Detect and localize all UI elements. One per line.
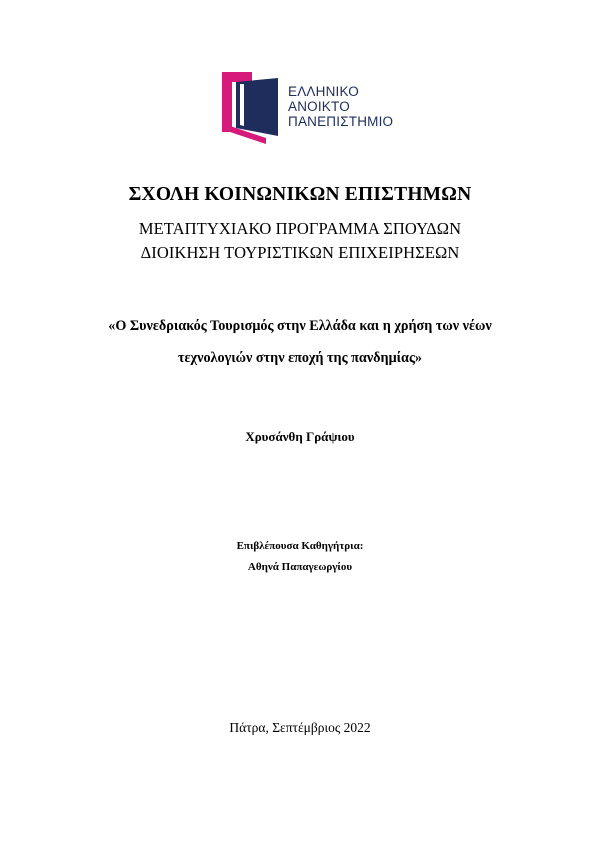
thesis-title-line-1: «Ο Συνεδριακός Τουρισμός στην Ελλάδα και η χρήση των νέων bbox=[108, 318, 492, 334]
place-date: Πάτρα, Σεπτέμβριος 2022 bbox=[229, 720, 371, 735]
logo-line-1: ΕΛΛΗΝΙΚΟ bbox=[288, 84, 359, 99]
logo-line-3: ΠΑΝΕΠΙΣΤΗΜΙΟ bbox=[288, 114, 394, 129]
program-line-2: ΔΙΟΙΚΗΣΗ ΤΟΥΡΙΣΤΙΚΩΝ ΕΠΙΧΕΙΡΗΣΕΩΝ bbox=[140, 243, 460, 262]
supervisor-label: Επιβλέπουσα Καθηγήτρια: bbox=[236, 540, 364, 552]
author-name: Χρυσάνθη Γράψιου bbox=[245, 429, 355, 444]
thesis-title-line-2: τεχνολογιών στην εποχή της πανδημίας» bbox=[177, 350, 423, 366]
program-line-1: ΜΕΤΑΠΤΥΧΙΑΚΟ ΠΡΟΓΡΑΜΜΑ ΣΠΟΥΔΩΝ bbox=[138, 219, 462, 238]
logo-line-2: ΑΝΟΙΚΤΟ bbox=[288, 99, 350, 114]
logo-mark-icon bbox=[222, 70, 282, 144]
university-logo bbox=[222, 70, 422, 146]
supervisor-name: Αθηνά Παπαγεωργίου bbox=[247, 561, 353, 573]
school-heading: ΣΧΟΛΗ ΚΟΙΝΩΝΙΚΩΝ ΕΠΙΣΤΗΜΩΝ bbox=[128, 184, 472, 205]
logo-wordmark bbox=[288, 84, 393, 129]
